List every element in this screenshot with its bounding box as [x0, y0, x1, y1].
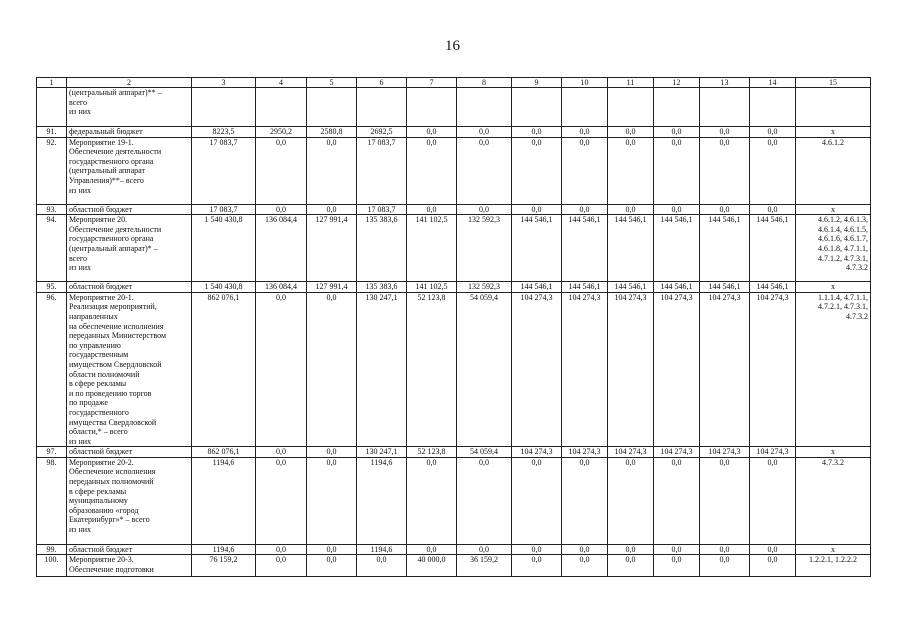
value-cell-col-6: 0,0: [357, 555, 407, 577]
column-header-5: 5: [307, 78, 357, 88]
row-name-line: из них: [69, 525, 92, 535]
row-name-line: переданных Министерством: [69, 331, 167, 341]
value-cell-col-4: 0,0: [256, 204, 307, 215]
target-indicator-line: х: [831, 544, 835, 554]
value-cell-col-3: 1 540 430,8: [192, 215, 256, 282]
row-number: 96.: [37, 292, 67, 447]
value-cell-col-14: 104 274,3: [750, 447, 796, 458]
value-cell-col-14: 0,0: [750, 137, 796, 204]
row-name-line: областной бюджет: [69, 447, 133, 457]
row-name-line: из них: [69, 107, 92, 117]
row-name-line: государственным: [69, 350, 129, 360]
value-cell-col-5: 0,0: [307, 292, 357, 447]
value-cell-col-4: 0,0: [256, 555, 307, 577]
value-cell-col-3: 862 076,1: [192, 292, 256, 447]
target-indicator-line: 4.6.1.4, 4.6.1.5,: [818, 224, 868, 234]
target-indicator-line: х: [831, 282, 835, 292]
value-cell-col-4: 0,0: [256, 457, 307, 544]
value-cell-col-12: 0,0: [654, 544, 700, 555]
value-cell-col-7: 52 123,8: [407, 447, 457, 458]
value-cell-col-11: 144 546,1: [608, 215, 654, 282]
target-indicators: [796, 447, 871, 458]
target-indicator-line: 1.2.2.1, 1.2.2.2: [809, 555, 857, 565]
row-name: [67, 555, 192, 577]
value-cell-col-3: 1194,6: [192, 457, 256, 544]
target-indicator-line: 4.7.1.2, 4.7.3.1,: [818, 253, 868, 263]
value-cell-col-12: 0,0: [654, 555, 700, 577]
value-cell-col-8: [457, 88, 512, 127]
row-name: [67, 127, 192, 138]
value-cell-col-11: 0,0: [608, 555, 654, 577]
row-name-line: образованию «город: [69, 505, 139, 515]
value-cell-col-14: 0,0: [750, 555, 796, 577]
target-indicator-line: 4.6.1.2: [822, 137, 844, 147]
column-header-15: 15: [796, 78, 871, 88]
value-cell-col-12: 0,0: [654, 457, 700, 544]
value-cell-col-10: 104 274,3: [562, 447, 608, 458]
value-cell-col-6: [357, 88, 407, 127]
target-indicators: [796, 127, 871, 138]
row-name: [67, 88, 192, 127]
row-name-line: Управления)**– всего: [69, 175, 144, 185]
row-name-line: Обеспечение подготовки: [69, 565, 154, 575]
value-cell-col-11: 0,0: [608, 204, 654, 215]
row-name-line: государственного: [69, 407, 129, 417]
table-row: [37, 555, 871, 577]
value-cell-col-3: 17 083,7: [192, 137, 256, 204]
value-cell-col-13: 0,0: [700, 127, 750, 138]
value-cell-col-5: [307, 88, 357, 127]
row-number: 99.: [37, 544, 67, 555]
row-name: [67, 544, 192, 555]
row-name-line: (центральный аппарат)** –: [69, 88, 162, 97]
value-cell-col-12: 0,0: [654, 204, 700, 215]
value-cell-col-7: 0,0: [407, 137, 457, 204]
row-name: [67, 204, 192, 215]
value-cell-col-14: 0,0: [750, 127, 796, 138]
column-header-3: 3: [192, 78, 256, 88]
row-name-line: переданных полномочий: [69, 477, 154, 487]
value-cell-col-9: 144 546,1: [512, 215, 562, 282]
target-indicators: [796, 457, 871, 544]
page-number: 16: [445, 38, 460, 54]
value-cell-col-13: 144 546,1: [700, 282, 750, 293]
column-header-6: 6: [357, 78, 407, 88]
row-name-line: из них: [69, 436, 92, 446]
row-name-line: Мероприятие 20-1.: [69, 292, 134, 302]
row-name-line: имущества Свердловской: [69, 417, 157, 427]
value-cell-col-4: 136 084,4: [256, 215, 307, 282]
value-cell-col-13: 0,0: [700, 137, 750, 204]
row-name-line: муниципальному: [69, 496, 128, 506]
target-indicators: [796, 292, 871, 447]
value-cell-col-8: 132 592,3: [457, 215, 512, 282]
value-cell-col-3: 8223,5: [192, 127, 256, 138]
row-name-line: областной бюджет: [69, 544, 133, 554]
table-row: [37, 457, 871, 544]
value-cell-col-10: 0,0: [562, 204, 608, 215]
row-name-line: Обеспечение исполнения: [69, 467, 156, 477]
value-cell-col-11: 144 546,1: [608, 282, 654, 293]
value-cell-col-14: 144 546,1: [750, 215, 796, 282]
value-cell-col-7: 40 000,0: [407, 555, 457, 577]
row-name-line: в сфере рекламы: [69, 486, 127, 496]
value-cell-col-9: [512, 88, 562, 127]
value-cell-col-9: 104 274,3: [512, 292, 562, 447]
value-cell-col-14: 144 546,1: [750, 282, 796, 293]
value-cell-col-6: 1194,6: [357, 544, 407, 555]
target-indicator-line: 4.6.1.2, 4.6.1.3,: [818, 215, 868, 225]
value-cell-col-5: 2580,8: [307, 127, 357, 138]
value-cell-col-9: 144 546,1: [512, 282, 562, 293]
target-indicator-line: 4.6.1.8, 4.7.1.1,: [818, 243, 868, 253]
value-cell-col-6: 17 083,7: [357, 204, 407, 215]
target-indicator-line: 4.7.3.2: [846, 263, 868, 273]
column-header-10: 10: [562, 78, 608, 88]
value-cell-col-4: 136 084,4: [256, 282, 307, 293]
value-cell-col-11: 0,0: [608, 544, 654, 555]
value-cell-col-8: 0,0: [457, 544, 512, 555]
value-cell-col-12: 144 546,1: [654, 215, 700, 282]
value-cell-col-8: 0,0: [457, 457, 512, 544]
value-cell-col-11: 104 274,3: [608, 447, 654, 458]
table-row: [37, 204, 871, 215]
column-header-2: 2: [67, 78, 192, 88]
value-cell-col-11: 0,0: [608, 137, 654, 204]
row-name-line: федеральный бюджет: [69, 127, 143, 136]
target-indicator-line: 4.7.3.2: [822, 457, 844, 467]
column-header-13: 13: [700, 78, 750, 88]
row-name: [67, 447, 192, 458]
value-cell-col-4: 0,0: [256, 137, 307, 204]
value-cell-col-4: 0,0: [256, 544, 307, 555]
value-cell-col-8: 54 059,4: [457, 447, 512, 458]
value-cell-col-7: [407, 88, 457, 127]
row-name-line: Реализация мероприятий,: [69, 302, 157, 312]
row-name-line: по управлению: [69, 340, 121, 350]
row-name: [67, 215, 192, 282]
table-row: [37, 282, 871, 293]
value-cell-col-8: 0,0: [457, 204, 512, 215]
column-header-12: 12: [654, 78, 700, 88]
row-name-line: и по проведению торгов: [69, 388, 152, 398]
value-cell-col-12: 144 546,1: [654, 282, 700, 293]
value-cell-col-7: 0,0: [407, 544, 457, 555]
value-cell-col-6: 130 247,1: [357, 447, 407, 458]
value-cell-col-3: 76 159,2: [192, 555, 256, 577]
row-name-line: Мероприятие 20-3.: [69, 555, 134, 565]
table-row: [37, 137, 871, 204]
target-indicator-line: 4.7.2.1, 4.7.3.1,: [818, 302, 868, 312]
row-name-line: Обеспечение деятельности: [69, 224, 162, 234]
row-name-line: на обеспечение исполнения: [69, 321, 164, 331]
value-cell-col-8: 54 059,4: [457, 292, 512, 447]
value-cell-col-9: 0,0: [512, 137, 562, 204]
value-cell-col-10: 0,0: [562, 137, 608, 204]
value-cell-col-9: 0,0: [512, 555, 562, 577]
value-cell-col-13: 0,0: [700, 204, 750, 215]
target-indicator-line: 4.7.3.2: [846, 311, 868, 321]
row-name-line: по продаже: [69, 398, 108, 408]
target-indicator-line: х: [831, 127, 835, 136]
target-indicators: [796, 137, 871, 204]
value-cell-col-9: 0,0: [512, 544, 562, 555]
value-cell-col-4: 2950,2: [256, 127, 307, 138]
row-name-line: (центральный аппарат: [69, 166, 145, 176]
value-cell-col-7: 141 102,5: [407, 282, 457, 293]
value-cell-col-8: 0,0: [457, 137, 512, 204]
value-cell-col-8: 36 159,2: [457, 555, 512, 577]
header-row: [37, 78, 871, 88]
target-indicators: [796, 204, 871, 215]
column-header-8: 8: [457, 78, 512, 88]
row-name-line: государственного органа: [69, 156, 154, 166]
row-name-line: области полномочий: [69, 369, 140, 379]
column-header-7: 7: [407, 78, 457, 88]
value-cell-col-11: 104 274,3: [608, 292, 654, 447]
value-cell-col-13: 144 546,1: [700, 215, 750, 282]
table-row: [37, 127, 871, 138]
row-name: [67, 457, 192, 544]
value-cell-col-13: 0,0: [700, 555, 750, 577]
value-cell-col-11: 0,0: [608, 127, 654, 138]
value-cell-col-10: 0,0: [562, 544, 608, 555]
value-cell-col-5: 0,0: [307, 204, 357, 215]
target-indicator-line: 4.6.1.6, 4.6.1.7,: [818, 234, 868, 244]
value-cell-col-12: 0,0: [654, 137, 700, 204]
value-cell-col-12: 104 274,3: [654, 447, 700, 458]
target-indicators: [796, 215, 871, 282]
value-cell-col-10: 0,0: [562, 127, 608, 138]
value-cell-col-10: 0,0: [562, 457, 608, 544]
row-name-line: в сфере рекламы: [69, 379, 127, 389]
value-cell-col-14: [750, 88, 796, 127]
row-name-line: Екатеринбург»* – всего: [69, 515, 150, 525]
value-cell-col-14: 104 274,3: [750, 292, 796, 447]
column-header-1: 1: [37, 78, 67, 88]
value-cell-col-5: 127 991,4: [307, 215, 357, 282]
row-name-line: направленных: [69, 311, 118, 321]
value-cell-col-12: 0,0: [654, 127, 700, 138]
table-row: [37, 215, 871, 282]
value-cell-col-3: 1194,6: [192, 544, 256, 555]
table-row: [37, 88, 871, 127]
row-name-line: Мероприятие 20.: [69, 215, 128, 225]
value-cell-col-7: 52 123,8: [407, 292, 457, 447]
value-cell-col-8: 0,0: [457, 127, 512, 138]
row-name: [67, 137, 192, 204]
value-cell-col-3: 1 540 430,8: [192, 282, 256, 293]
row-name-line: Мероприятие 19-1.: [69, 137, 134, 147]
value-cell-col-10: 144 546,1: [562, 215, 608, 282]
value-cell-col-6: 135 383,6: [357, 282, 407, 293]
row-name-line: государственного органа: [69, 234, 154, 244]
value-cell-col-7: 0,0: [407, 204, 457, 215]
target-indicator-line: х: [831, 204, 835, 214]
value-cell-col-5: 0,0: [307, 457, 357, 544]
value-cell-col-10: [562, 88, 608, 127]
value-cell-col-4: 0,0: [256, 447, 307, 458]
value-cell-col-4: 0,0: [256, 292, 307, 447]
row-number: 91.: [37, 127, 67, 138]
budget-table: [36, 77, 871, 577]
table-row: [37, 447, 871, 458]
row-name-line: из них: [69, 185, 92, 195]
value-cell-col-9: 0,0: [512, 457, 562, 544]
row-name-line: Мероприятие 20-2.: [69, 457, 134, 467]
value-cell-col-13: 104 274,3: [700, 292, 750, 447]
row-name-line: всего: [69, 253, 88, 263]
row-number: 97.: [37, 447, 67, 458]
row-name: [67, 292, 192, 447]
value-cell-col-6: 2692,5: [357, 127, 407, 138]
value-cell-col-13: 104 274,3: [700, 447, 750, 458]
value-cell-col-12: [654, 88, 700, 127]
value-cell-col-5: 127 991,4: [307, 282, 357, 293]
row-name-line: области,* – всего: [69, 427, 128, 437]
value-cell-col-3: 17 083,7: [192, 204, 256, 215]
value-cell-col-11: [608, 88, 654, 127]
row-number: 100.: [37, 555, 67, 577]
value-cell-col-5: 0,0: [307, 555, 357, 577]
target-indicators: [796, 555, 871, 577]
value-cell-col-6: 17 083,7: [357, 137, 407, 204]
target-indicators: [796, 544, 871, 555]
value-cell-col-6: 135 383,6: [357, 215, 407, 282]
row-name-line: всего: [69, 97, 88, 107]
value-cell-col-5: 0,0: [307, 137, 357, 204]
target-indicators: [796, 88, 871, 127]
value-cell-col-10: 0,0: [562, 555, 608, 577]
value-cell-col-11: 0,0: [608, 457, 654, 544]
column-header-9: 9: [512, 78, 562, 88]
column-header-11: 11: [608, 78, 654, 88]
value-cell-col-13: 0,0: [700, 457, 750, 544]
value-cell-col-9: 0,0: [512, 127, 562, 138]
row-name-line: из них: [69, 263, 92, 273]
value-cell-col-10: 144 546,1: [562, 282, 608, 293]
value-cell-col-9: 0,0: [512, 204, 562, 215]
table-row: [37, 544, 871, 555]
row-number: 92.: [37, 137, 67, 204]
value-cell-col-14: 0,0: [750, 457, 796, 544]
table-body: [37, 88, 871, 577]
row-number: 95.: [37, 282, 67, 293]
row-number: 98.: [37, 457, 67, 544]
row-number: 94.: [37, 215, 67, 282]
value-cell-col-10: 104 274,3: [562, 292, 608, 447]
target-indicator-line: 1.1.1.4, 4.7.1.1,: [818, 292, 868, 302]
value-cell-col-7: 0,0: [407, 457, 457, 544]
row-name-line: (центральный аппарат)* –: [69, 243, 158, 253]
row-name-line: имуществом Свердловской: [69, 359, 162, 369]
value-cell-col-4: [256, 88, 307, 127]
value-cell-col-12: 104 274,3: [654, 292, 700, 447]
value-cell-col-7: 141 102,5: [407, 215, 457, 282]
value-cell-col-14: 0,0: [750, 204, 796, 215]
value-cell-col-5: 0,0: [307, 447, 357, 458]
value-cell-col-6: 1194,6: [357, 457, 407, 544]
table-row: [37, 292, 871, 447]
row-name-line: Обеспечение деятельности: [69, 147, 162, 157]
column-header-14: 14: [750, 78, 796, 88]
value-cell-col-7: 0,0: [407, 127, 457, 138]
row-name: [67, 282, 192, 293]
value-cell-col-9: 104 274,3: [512, 447, 562, 458]
column-header-4: 4: [256, 78, 307, 88]
value-cell-col-3: 862 076,1: [192, 447, 256, 458]
value-cell-col-8: 132 592,3: [457, 282, 512, 293]
value-cell-col-6: 130 247,1: [357, 292, 407, 447]
row-number: [37, 88, 67, 127]
target-indicators: [796, 282, 871, 293]
row-name-line: областной бюджет: [69, 282, 133, 292]
value-cell-col-5: 0,0: [307, 544, 357, 555]
row-name-line: областной бюджет: [69, 204, 133, 214]
value-cell-col-3: [192, 88, 256, 127]
value-cell-col-13: 0,0: [700, 544, 750, 555]
row-number: 93.: [37, 204, 67, 215]
value-cell-col-14: 0,0: [750, 544, 796, 555]
value-cell-col-13: [700, 88, 750, 127]
target-indicator-line: х: [831, 447, 835, 457]
